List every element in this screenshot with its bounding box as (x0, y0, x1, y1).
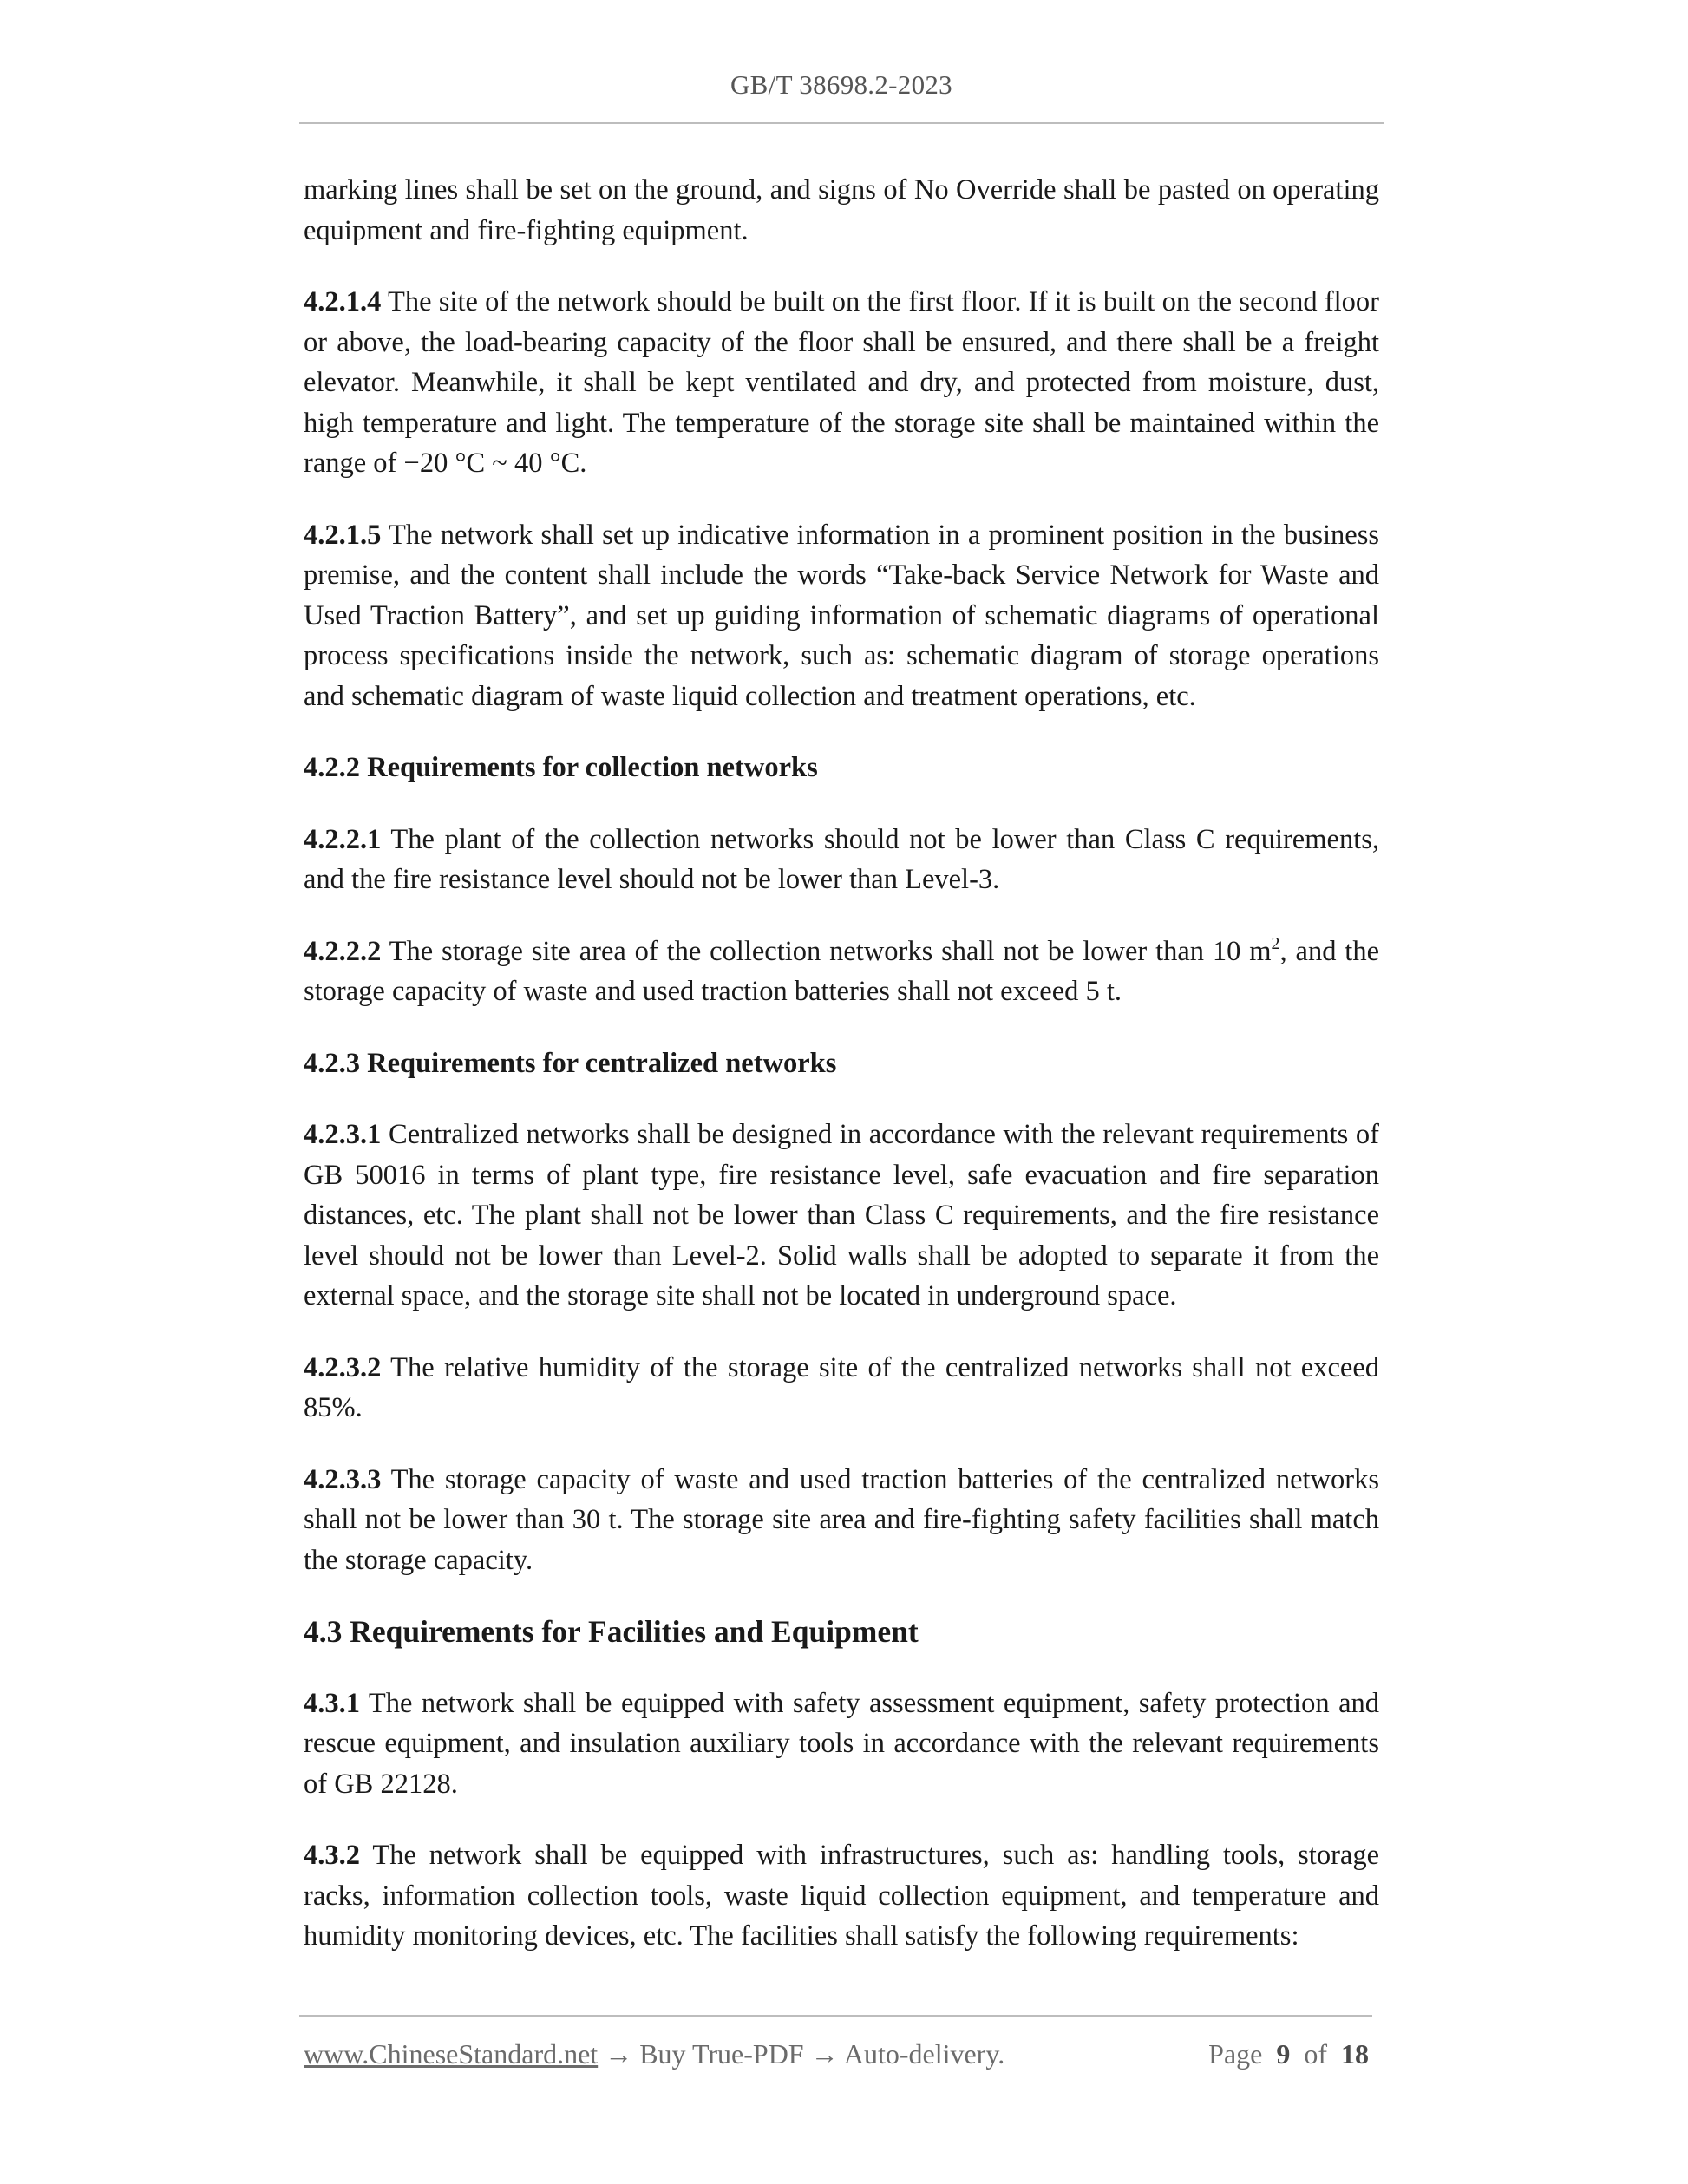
clause-text: Centralized networks shall be designed in accordance with the relevant requirements of GB 50016 in terms of plant type, fire resistance level, safe evacuation and fire separation distances, etc. The plant shall not be lower than Class C requirements, and the fire resistance level should not be lower than Level-2. Solid walls shall be adopted to separate it from the external space, and the storage site shall not be located in underground space. (304, 1119, 1379, 1311)
clause-4-3-2 (304, 1835, 1379, 1957)
heading-4-3 (304, 1612, 1379, 1652)
clause-4-2-3-3 (304, 1460, 1379, 1581)
clause-text: The network shall be equipped with safety assessment equipment, safety protection and rescue equipment, and insulation auxiliary tools in accordance with the relevant requirements of GB 22128. (304, 1687, 1379, 1800)
clause-text: The plant of the collection networks should not be lower than Class C requirements, and the fire resistance level should not be lower than Level-3. (304, 823, 1379, 895)
page-number: 9 (1276, 2038, 1291, 2070)
clause-number: 4.2.1.4 (304, 286, 382, 317)
heading-4-2-2 (304, 748, 1379, 788)
clause-text: The storage capacity of waste and used traction batteries of the centralized networks shall not be lower than 30 t. The storage site area and fire-fighting safety facilities shall match the storage capacity. (304, 1463, 1379, 1576)
page-label: Page (1208, 2038, 1263, 2070)
clause-4-2-1-5 (304, 515, 1379, 717)
paragraph-continuation (304, 170, 1379, 251)
clause-4-2-2-2 (304, 932, 1379, 1012)
document-body (304, 170, 1379, 1988)
heading-text: 4.3 Requirements for Facilities and Equipment (304, 1614, 919, 1649)
clause-number: 4.2.1.5 (304, 519, 382, 551)
heading-text: 4.2.3 Requirements for centralized networks (304, 1047, 837, 1079)
clause-text: The storage site area of the collection networks shall not be lower than 10 m (381, 935, 1272, 967)
superscript: 2 (1271, 933, 1280, 953)
clause-number: 4.2.3.2 (304, 1351, 382, 1383)
clause-number: 4.3.1 (304, 1687, 360, 1719)
clause-text: The relative humidity of the storage site of the centralized networks shall not exceed 85%. (304, 1351, 1379, 1423)
of-label: of (1304, 2038, 1327, 2070)
heading-text: 4.2.2 Requirements for collection networks (304, 752, 818, 783)
page-total: 18 (1341, 2038, 1369, 2070)
clause-4-3-1 (304, 1684, 1379, 1805)
clause-4-2-3-2 (304, 1348, 1379, 1429)
clause-text-cont: , and the storage capacity of waste and used traction batteries shall not exceed 5 t. (304, 935, 1380, 1007)
promo-text: → Buy True-PDF → Auto-delivery. (598, 2038, 1005, 2070)
header-divider (299, 122, 1384, 124)
footer-divider (299, 2015, 1372, 2017)
website-link[interactable]: www.ChineseStandard.net (304, 2038, 599, 2070)
clause-4-2-2-1 (304, 820, 1379, 900)
footer-promo (304, 2038, 1004, 2070)
clause-number: 4.3.2 (304, 1840, 360, 1871)
page-indicator (1208, 2038, 1369, 2070)
clause-number: 4.2.2.2 (304, 935, 382, 967)
document-id: GB/T 38698.2-2023 (730, 69, 952, 100)
clause-number: 4.2.2.1 (304, 823, 382, 855)
clause-number: 4.2.3.3 (304, 1463, 382, 1495)
clause-4-2-3-1 (304, 1115, 1379, 1317)
clause-text: The site of the network should be built on the first floor. If it is built on the second floor or above, the load-bearing capacity of the floor shall be ensured, and there shall be a freight elevator. Meanwhile, it shall be kept ventilated and dry, and protected from moisture, dust, high temperature and light. The temperature of the storage site shall be maintained within the range of −20 °C ~ 40 °C. (304, 286, 1379, 479)
heading-4-2-3 (304, 1043, 1379, 1084)
clause-text: The network shall set up indicative information in a prominent position in the business premise, and the content shall include the words “Take-back Service Network for Waste and Used Traction Battery”, and set up guiding information of schematic diagrams of operational process specifications inside the network, such as: schematic diagram of storage operations and schematic diagram of waste liquid collection and treatment operations, etc. (304, 519, 1379, 712)
paragraph-text: marking lines shall be set on the ground, and signs of No Override shall be pasted on operating equipment and fire-fighting equipment. (304, 174, 1379, 246)
clause-number: 4.2.3.1 (304, 1119, 382, 1150)
clause-4-2-1-4 (304, 282, 1379, 484)
clause-text: The network shall be equipped with infrastructures, such as: handling tools, storage racks, information collection tools, waste liquid collection equipment, and temperature and humidity monitoring devices, etc. The facilities shall satisfy the following requirements: (304, 1840, 1379, 1952)
document-header (299, 69, 1384, 101)
